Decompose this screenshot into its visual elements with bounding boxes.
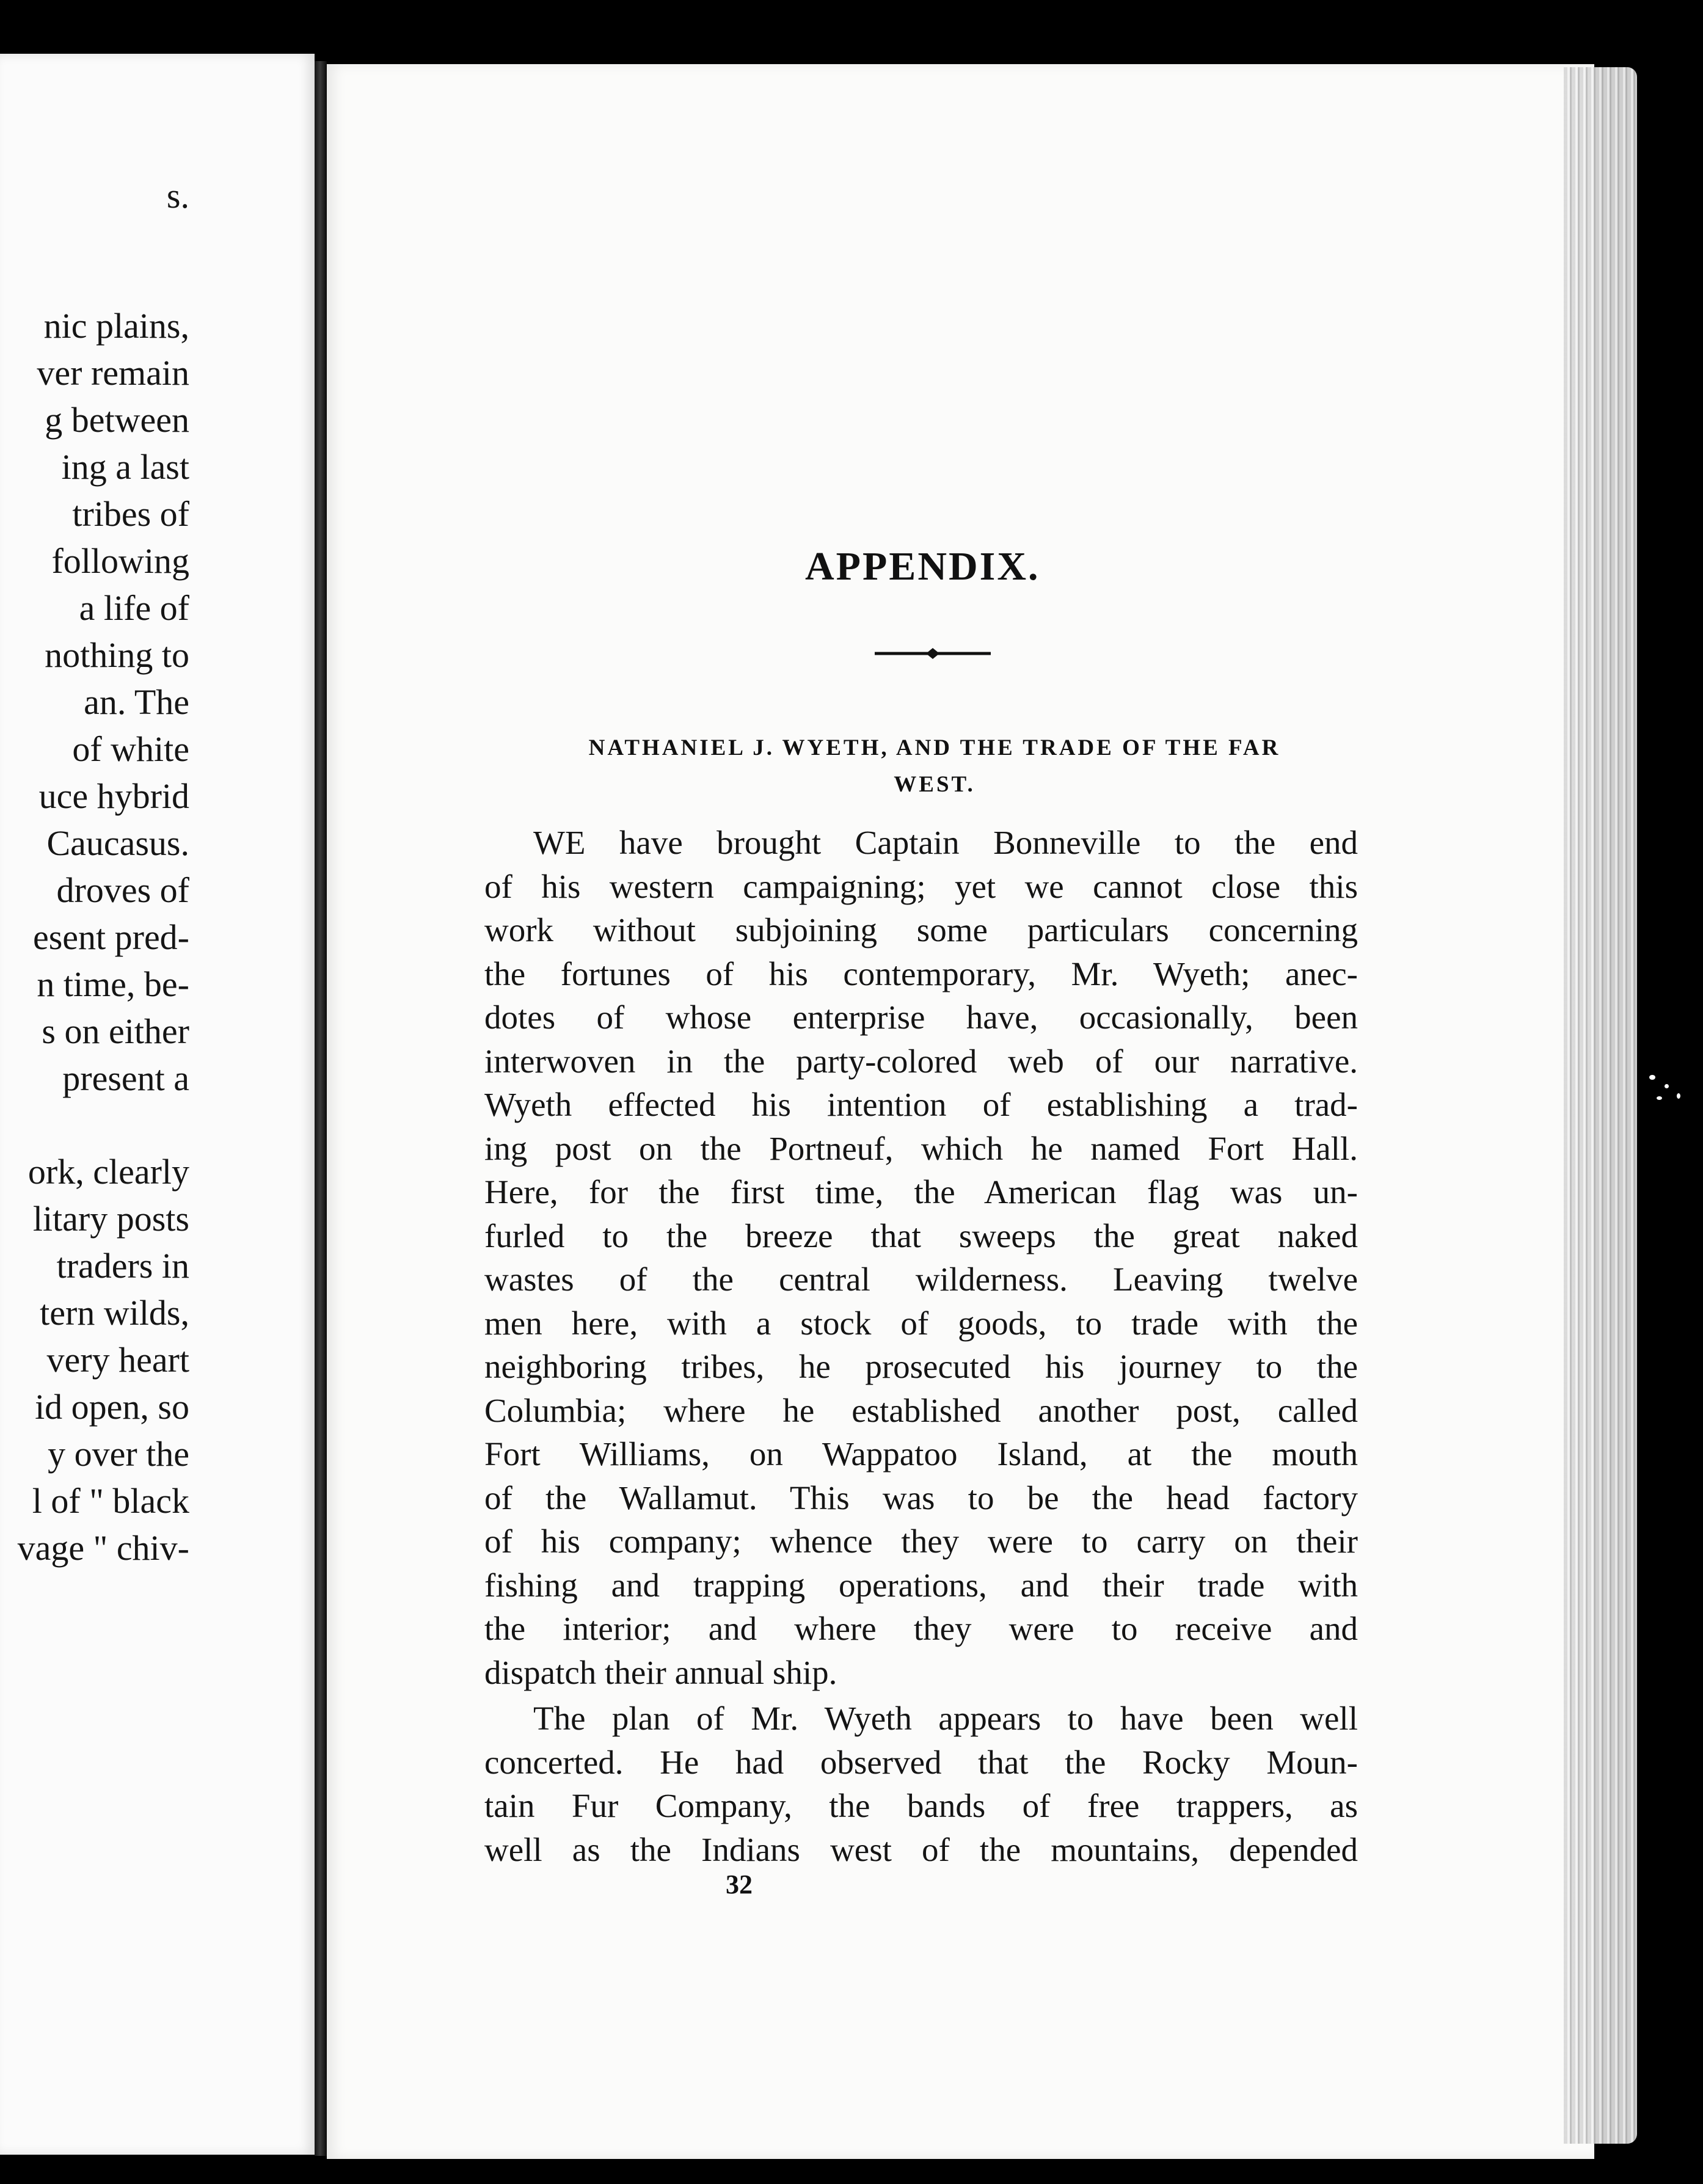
left-page-line: nothing to <box>45 635 189 675</box>
paragraph-line: furled to the breeze that sweeps the great naked <box>484 1217 1358 1254</box>
diamond-rule-icon <box>875 647 991 660</box>
scan-speck <box>1649 1075 1655 1080</box>
paragraph-line: wastes of the central wilderness. Leaving twelve <box>484 1261 1358 1298</box>
scan-speck <box>1677 1093 1680 1099</box>
section-title <box>507 730 1362 803</box>
left-page-line: very heart <box>46 1340 189 1380</box>
left-page-line: n time, be- <box>37 964 189 1004</box>
paragraph-line: of the Wallamut. This was to be the head factory <box>484 1479 1358 1516</box>
book-gutter <box>315 61 327 2156</box>
left-page-line: of white <box>72 729 189 769</box>
left-page-fragment <box>0 54 315 2155</box>
scan-speck <box>1665 1084 1669 1088</box>
paragraph-line: dotes of whose enterprise have, occasionally, been <box>484 999 1358 1036</box>
paragraph-line: well as the Indians west of the mountains, depended <box>484 1830 1358 1868</box>
left-page-line: tern wilds, <box>40 1293 189 1333</box>
paragraph-line: fishing and trapping operations, and their trade with <box>484 1566 1358 1604</box>
paragraph-line: ing post on the Portneuf, which he named Fort Hall. <box>484 1129 1358 1167</box>
paragraph-line: Columbia; where he established another post, called <box>484 1391 1358 1429</box>
left-page-line: vage " chiv- <box>17 1528 189 1568</box>
left-page-line: esent pred- <box>32 917 189 957</box>
left-page-line: y over the <box>48 1434 189 1474</box>
left-page-line: Caucasus. <box>46 823 189 863</box>
scan-speck <box>1657 1096 1662 1100</box>
left-page-line: litary posts <box>32 1199 189 1239</box>
left-page-line: present a <box>62 1058 189 1098</box>
paragraph-line: the fortunes of his contemporary, Mr. Wyeth; anec- <box>484 955 1358 992</box>
left-page-line: a life of <box>79 588 189 628</box>
paragraph-line: of his company; whence they were to carry on their <box>484 1523 1358 1560</box>
left-page-line: tribes of <box>72 494 189 534</box>
paragraph-line: neighboring tribes, he prosecuted his journey to the <box>484 1348 1358 1385</box>
left-page-line: an. The <box>84 682 189 722</box>
left-page-line: ver remain <box>37 353 189 393</box>
paragraph-line: Here, for the first time, the American flag was un- <box>484 1173 1358 1210</box>
left-page-line: following <box>51 541 189 581</box>
paragraph-line: WE have brought Captain Bonneville to the end <box>533 824 1358 861</box>
section-title-line-2: WEST. <box>894 772 975 797</box>
paragraph-line: men here, with a stock of goods, to trade with the <box>484 1304 1358 1342</box>
left-page-line: nic plains, <box>43 306 189 346</box>
page-heading: APPENDIX. <box>805 544 1040 589</box>
section-title-line-1: NATHANIEL J. WYETH, AND THE TRADE OF THE FAR <box>588 735 1281 760</box>
left-page-line: l of " black <box>32 1481 189 1521</box>
paragraph-line: of his western campaigning; yet we cannot close this <box>484 867 1358 905</box>
paragraph-line: Fort Williams, on Wappatoo Island, at the mouth <box>484 1435 1358 1472</box>
left-page-line: ing a last <box>61 447 189 487</box>
left-page-line: s. <box>166 176 189 216</box>
paragraph-line: work without subjoining some particulars concerning <box>484 911 1358 948</box>
left-page-line: ork, clearly <box>27 1152 189 1192</box>
paragraph-line: dispatch their annual ship. <box>484 1653 837 1691</box>
paragraph-line: The plan of Mr. Wyeth appears to have been well <box>533 1700 1358 1737</box>
left-page-line: droves of <box>56 870 189 910</box>
left-page-line: s on either <box>42 1011 189 1051</box>
page-number: 32 <box>726 1869 753 1899</box>
left-page-line: traders in <box>56 1246 189 1286</box>
left-page-line: uce hybrid <box>38 776 189 816</box>
paragraph-line: concerted. He had observed that the Rocky Moun- <box>484 1743 1358 1781</box>
paragraph-line: interwoven in the party-colored web of our narrative. <box>484 1042 1358 1080</box>
paragraph-line: tain Fur Company, the bands of free trappers, as <box>484 1787 1358 1824</box>
paragraph-line: Wyeth effected his intention of establishing a trad- <box>484 1086 1358 1123</box>
left-page-line: g between <box>45 400 189 440</box>
paragraph-line: the interior; and where they were to receive and <box>484 1610 1358 1647</box>
left-page-line: id open, so <box>35 1387 189 1427</box>
page-edges <box>1564 67 1637 2144</box>
